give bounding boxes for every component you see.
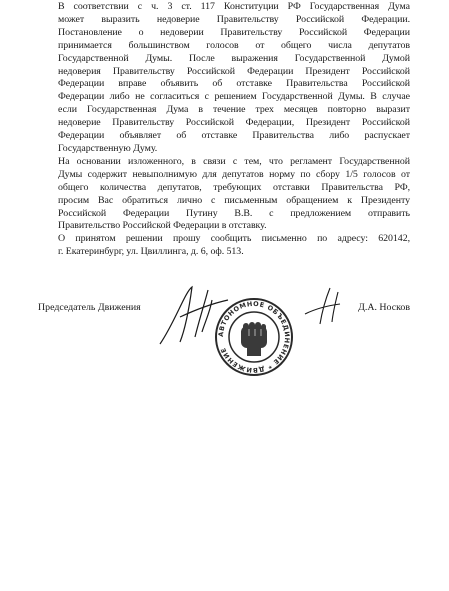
signature-row [38,302,410,320]
text-line: если Государственная Дума в течение трех месяцев повторно выразит [58,104,410,116]
letter-body [38,1,410,259]
signer-name: Д.А. Носков [358,302,410,313]
text-line: г. Екатеринбург, ул. Цвиллинга, д. 6, оф. 513. [58,246,244,258]
text-line: просим Вас обратиться лично с письменным обращением к Президенту [58,194,410,206]
text-line: принимается большинством голосов от общего числа депутатов [58,39,410,51]
text-line: Государственную Думу. [58,142,158,154]
text-line: Федерации вправе объявить об отставке Правительства Российской [58,78,410,90]
text-line: Думы содержит невыполнимую для депутатов норму по сбору 1/5 голосов от [58,168,410,180]
text-line: может выразить недоверие Правительству Российской Федерации. [58,13,410,25]
text-line: недоверие Правительству Российской Федерации, Президент Российской [58,117,410,129]
text-line: общего количества депутатов, требующих отставки Правительства РФ, [58,181,410,193]
text-line: Российской Федерации Путину В.В. с предложением отправить [58,207,410,219]
text-line: Государственной Думы. После выражения Государственной Думой [58,52,410,64]
paragraph-2 [38,156,410,233]
signer-position: Председатель Движения [38,302,141,313]
text-line: В соответствии с ч. 3 ст. 117 Конституции РФ Государственная Дума [58,1,410,12]
text-line: Федерации объявляет об отставке Правительства либо распускает [58,130,410,142]
text-line: На основании изложенного, в связи с тем, что регламент Государственной [58,155,410,167]
text-line: Правительство Российской Федерации в отставку. [58,220,267,232]
text-line: О принятом решении прошу сообщить письменно по адресу: 620142, [58,233,410,245]
stamp-ring-text: АВТОНОМНОЕ ОБЪЕДИНЕНИЕ * ДВИЖЕНИЕ [216,299,292,375]
paragraph-1 [38,1,410,156]
text-line: Постановление о недоверии Правительству Российской Федерации [58,26,410,38]
fist-emblem [241,322,267,356]
paragraph-3 [38,233,410,259]
text-line: Федерации либо не согласиться с решением Государственной Думы. В случае [58,91,410,103]
text-line: недоверия Правительству Российской Федерации Президент Российской [58,65,410,77]
